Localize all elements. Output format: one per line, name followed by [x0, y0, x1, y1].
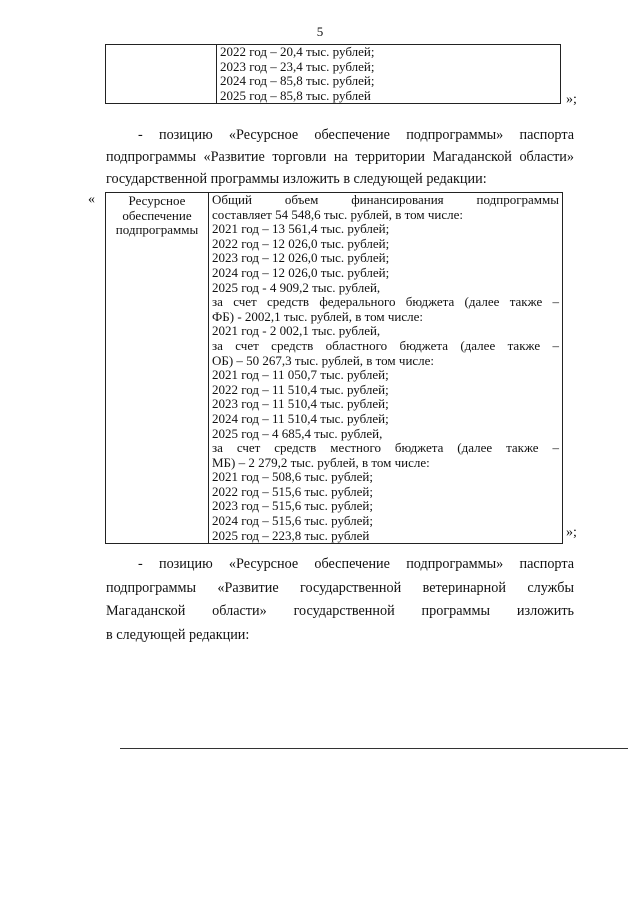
table2-values-cell	[209, 193, 563, 544]
table2-line: 2024 год – 12 026,0 тыс. рублей;	[212, 264, 390, 280]
page-number: 5	[316, 24, 324, 39]
table2-line: 2025 год – 223,8 тыс. рублей	[212, 527, 370, 543]
table2-line: 2021 год - 2 002,1 тыс. рублей,	[212, 323, 381, 339]
table1-line: 2022 год – 20,4 тыс. рублей;	[220, 44, 375, 59]
footer-rule	[120, 748, 628, 749]
para2-line2: подпрограммы «Развитие государственной ветеринарной службы	[106, 579, 574, 596]
table1-label-cell	[106, 45, 217, 104]
table2-line: 2021 год – 508,6 тыс. рублей;	[212, 469, 373, 485]
table2-line: 2023 год – 12 026,0 тыс. рублей;	[212, 250, 390, 266]
table2-line: за счет средств местного бюджета (далее также –	[212, 440, 559, 456]
funding-table-continuation	[105, 44, 561, 104]
table2-line: 2023 год – 515,6 тыс. рублей;	[212, 498, 373, 514]
table2-label-line: Ресурсное	[128, 193, 186, 208]
table2-line: ОБ) – 50 267,3 тыс. рублей, в том числе:	[212, 352, 435, 368]
table2-line: 2024 год – 11 510,4 тыс. рублей;	[212, 410, 389, 426]
table2-line: 2023 год – 11 510,4 тыс. рублей;	[212, 396, 389, 412]
table2-line: составляет 54 548,6 тыс. рублей, в том числе:	[212, 206, 463, 222]
table2-line: 2022 год – 515,6 тыс. рублей;	[212, 483, 373, 499]
table2-line: 2025 год - 4 909,2 тыс. рублей,	[212, 279, 381, 295]
table1-values-cell	[217, 45, 561, 104]
paragraph-veterinary-subprogram	[106, 553, 574, 647]
table1-line: 2023 год – 23,4 тыс. рублей;	[220, 58, 375, 74]
table2-close-quote: »;	[566, 525, 577, 540]
table2-line: за счет средств областного бюджета (далее также –	[212, 337, 559, 353]
table2-label-line: подпрограммы	[115, 222, 199, 238]
para1-line2: подпрограммы «Развитие торговли на территории Магаданской области»	[106, 149, 574, 165]
table2-line: 2024 год – 515,6 тыс. рублей;	[212, 513, 373, 529]
table2-line: 2021 год – 11 050,7 тыс. рублей;	[212, 367, 389, 383]
table2-label-cell	[106, 193, 209, 544]
table2-line: МБ) – 2 279,2 тыс. рублей, в том числе:	[212, 454, 430, 470]
para2-line1: - позицию «Ресурсное обеспечение подпрограммы» паспорта	[138, 556, 574, 572]
trade-funding-table	[105, 192, 563, 544]
table2-open-quote: «	[88, 192, 95, 207]
table2-line: за счет средств федерального бюджета (далее также –	[212, 294, 559, 310]
table2-line: 2025 год – 4 685,4 тыс. рублей,	[212, 425, 383, 441]
para2-line3: Магаданской области» государственной программы изложить	[106, 603, 574, 619]
table2-line: ФБ) - 2002,1 тыс. рублей, в том числе:	[212, 308, 424, 324]
table1-line: 2025 год – 85,8 тыс. рублей	[220, 87, 371, 103]
para1-line1: - позицию «Ресурсное обеспечение подпрограммы» паспорта	[138, 127, 574, 143]
table2-line: 2021 год – 13 561,4 тыс. рублей;	[212, 221, 390, 237]
paragraph-trade-subprogram	[106, 124, 574, 190]
table1-line: 2024 год – 85,8 тыс. рублей;	[220, 73, 375, 89]
para2-line4: в следующей редакции:	[106, 626, 250, 643]
table2-line: 2022 год – 12 026,0 тыс. рублей;	[212, 235, 390, 251]
table1-close-quote: »;	[566, 92, 577, 107]
table2-label-line: обеспечение	[122, 207, 192, 223]
table2-line: 2022 год – 11 510,4 тыс. рублей;	[212, 381, 389, 397]
para1-line3: государственной программы изложить в следующей редакции:	[106, 171, 487, 187]
table2-line: Общий объем финансирования подпрограммы	[212, 192, 559, 207]
